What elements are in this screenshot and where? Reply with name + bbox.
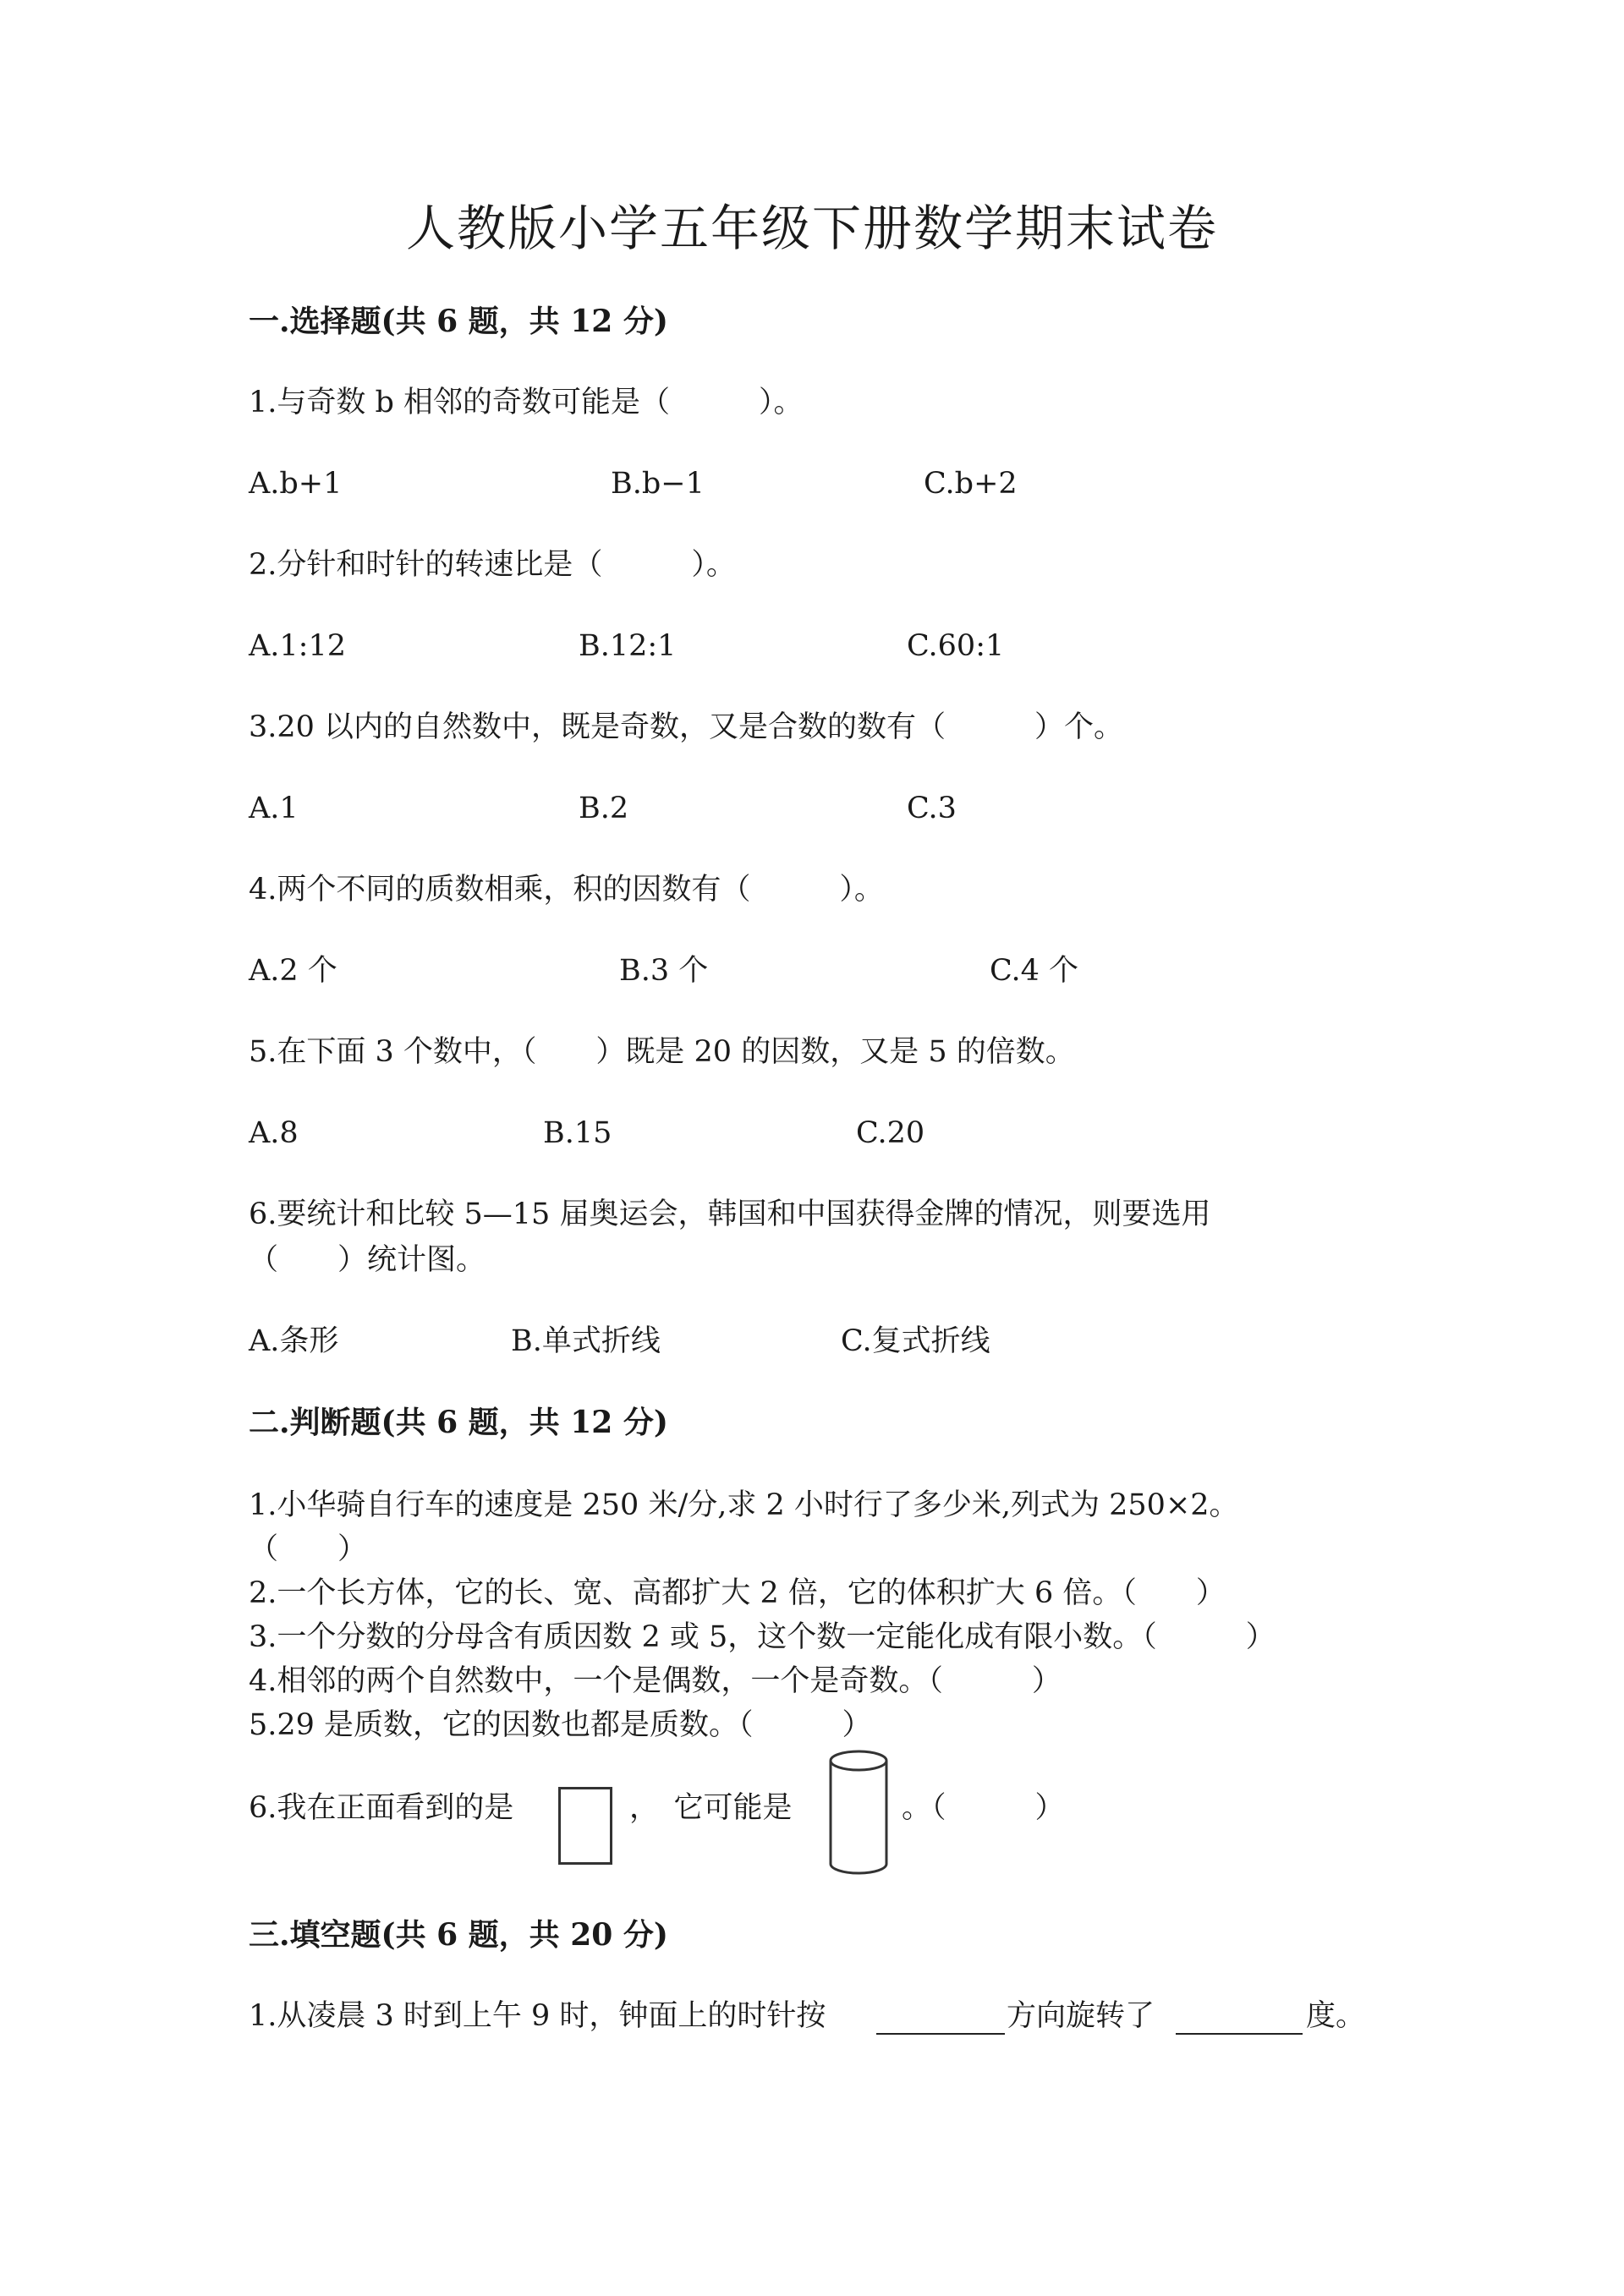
option-b: B.3 个 (619, 954, 709, 988)
option-c: C.20 (856, 1116, 925, 1150)
option-b: B.12:1 (579, 629, 677, 663)
option-a: A.1:12 (249, 629, 346, 663)
option-a: A.8 (249, 1116, 299, 1150)
option-c: C.b+2 (924, 467, 1018, 501)
option-b: B.b−1 (611, 467, 705, 501)
question-text: 5.29 是质数，它的因数也都是质数。（ ） (249, 1708, 872, 1742)
square-front-view-icon (558, 1787, 612, 1865)
option-a: A.2 个 (249, 954, 337, 988)
cylinder-icon (827, 1749, 890, 1877)
question-text: 4.两个不同的质数相乘，积的因数有（ ）。 (249, 873, 884, 907)
option-b: B.单式折线 (511, 1324, 661, 1358)
question-text-continued: （ ）统计图。 (249, 1243, 486, 1277)
option-c: C.复式折线 (841, 1324, 990, 1358)
question-text: 6.我在正面看到的是 (249, 1791, 514, 1825)
question-text: 1.小华骑自行车的速度是 250 米/分,求 2 小时行了多少米,列式为 250×2。 (249, 1488, 1239, 1522)
section-heading-judgement: 二.判断题(共 6 题，共 12 分) (249, 1405, 668, 1440)
section-heading-fill: 三.填空题(共 6 题，共 20 分) (249, 1917, 668, 1953)
question-text: 6.要统计和比较 5—15 届奥运会，韩国和中国获得金牌的情况，则要选用 (249, 1197, 1211, 1231)
answer-blank[interactable] (876, 2006, 1005, 2035)
question-text: 3.一个分数的分母含有质因数 2 或 5，这个数一定能化成有限小数。（ ） (249, 1620, 1276, 1654)
option-b: B.15 (543, 1116, 612, 1150)
page-title: 人教版小学五年级下册数学期末试卷 (405, 200, 1218, 257)
question-text: 1.从凌晨 3 时到上午 9 时，钟面上的时针按 (249, 1999, 826, 2033)
question-text-middle: 方向旋转了 (1007, 1999, 1155, 2033)
option-a: A.条形 (249, 1324, 339, 1358)
section-heading-choice: 一.选择题(共 6 题，共 12 分) (249, 304, 668, 339)
question-text-end: 。（ ） (902, 1791, 1065, 1825)
option-a: A.b+1 (249, 467, 343, 501)
question-text-continued: （ ） (249, 1532, 368, 1566)
question-text: 4.相邻的两个自然数中，一个是偶数，一个是奇数。（ ） (249, 1664, 1062, 1698)
option-b: B.2 (579, 792, 629, 825)
question-text: 1.与奇数 b 相邻的奇数可能是（ ）。 (249, 386, 804, 419)
option-c: C.3 (907, 792, 957, 825)
question-text: 3.20 以内的自然数中，既是奇数，又是合数的数有（ ）个。 (249, 710, 1124, 744)
question-text-middle: ， 它可能是 (629, 1791, 793, 1825)
answer-blank[interactable] (1176, 2006, 1303, 2035)
question-text-end: 度。 (1306, 1999, 1366, 2033)
question-text: 2.分针和时针的转速比是（ ）。 (249, 548, 736, 582)
option-c: C.4 个 (990, 954, 1079, 988)
option-c: C.60:1 (907, 629, 1005, 663)
question-text: 2.一个长方体，它的长、宽、高都扩大 2 倍，它的体积扩大 6 倍。（ ） (249, 1576, 1226, 1610)
option-a: A.1 (249, 792, 299, 825)
question-text: 5.在下面 3 个数中，（ ）既是 20 的因数，又是 5 的倍数。 (249, 1035, 1075, 1069)
